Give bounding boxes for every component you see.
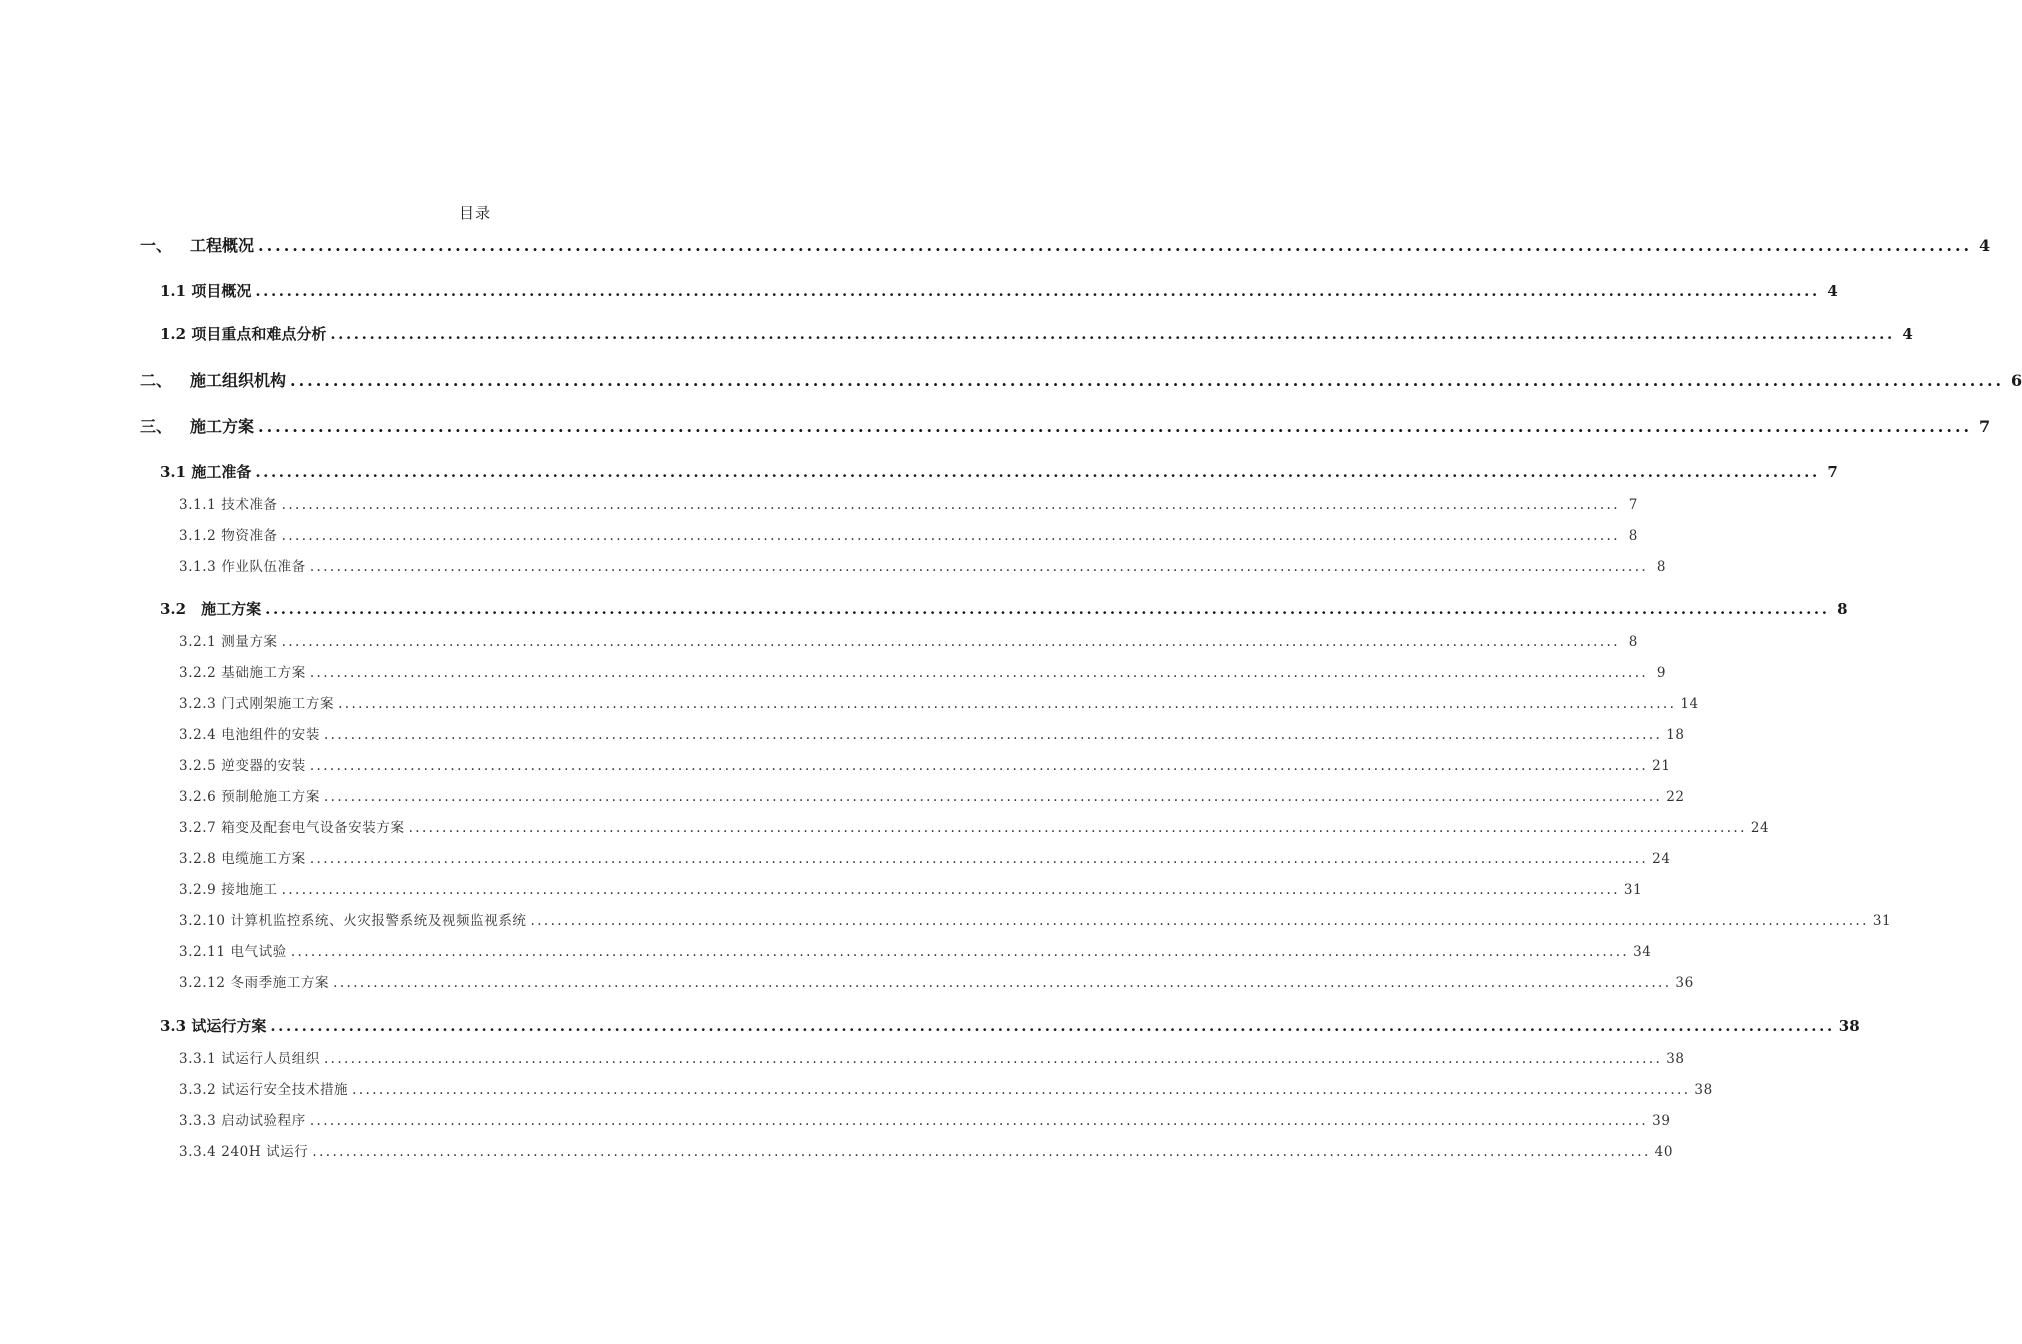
toc-leader-dots: ........................................................................................................................................................................................................ <box>323 1051 1663 1067</box>
toc-entry[interactable] <box>179 1051 1685 1067</box>
toc-page-number: 4 <box>1978 236 1991 255</box>
toc-leader-dots: ........................................................................................................................................................................................................ <box>270 1017 1835 1035</box>
toc-entry[interactable] <box>179 634 1638 650</box>
toc-entry-text: 作业队伍准备 <box>221 559 306 575</box>
toc-leader-dots: ........................................................................................................................................................................................................ <box>408 820 1747 836</box>
toc-entry[interactable] <box>179 696 1699 712</box>
toc-entry-number: 3.2.2 <box>179 665 222 681</box>
toc-entry-number: 3.1 <box>160 463 192 481</box>
toc-leader-dots: ........................................................................................................................................................................................................ <box>290 371 2005 390</box>
toc-entry-number: 3.2.8 <box>179 851 222 867</box>
toc-entry-label <box>179 975 329 991</box>
toc-entry-text: 项目重点和难点分析 <box>191 325 327 343</box>
toc-page-number: 38 <box>1666 1051 1685 1067</box>
toc-entry-label <box>179 882 278 898</box>
toc-entry-number: 3.2.11 <box>179 944 231 960</box>
toc-page-number: 21 <box>1652 758 1671 774</box>
toc-page-number: 38 <box>1838 1017 1860 1035</box>
toc-entry-number: 一、 <box>140 236 173 255</box>
toc-entry-text: 施工方案 <box>190 417 255 436</box>
toc-entry-number: 3.2.7 <box>179 820 222 836</box>
toc-entry-text: 项目概况 <box>191 282 252 300</box>
toc-entry-label <box>179 559 306 575</box>
toc-page-number: 8 <box>1628 528 1638 544</box>
toc-entry-text: 门式刚架施工方案 <box>221 696 335 712</box>
toc-entry-label <box>179 665 306 681</box>
toc-entry-number: 3.2.6 <box>179 789 222 805</box>
toc-leader-dots: ........................................................................................................................................................................................................ <box>312 1144 1651 1160</box>
toc-entry[interactable] <box>179 1113 1671 1129</box>
toc-page-number: 7 <box>1628 497 1638 513</box>
toc-page-number: 4 <box>1902 325 1913 343</box>
toc-entry-text: 电缆施工方案 <box>221 851 306 867</box>
toc-entry-label <box>179 497 278 513</box>
toc-leader-dots: ........................................................................................................................................................................................................ <box>258 417 1973 436</box>
toc-leader-dots: ........................................................................................................................................................................................................ <box>323 789 1663 805</box>
toc-entry[interactable] <box>140 417 1991 436</box>
toc-entry-text: 逆变器的安装 <box>221 758 306 774</box>
toc-entry-label <box>179 1082 348 1098</box>
toc-entry[interactable] <box>160 1017 1860 1035</box>
toc-leader-dots: ........................................................................................................................................................................................................ <box>530 913 1869 929</box>
toc-page-number: 7 <box>1978 417 1991 436</box>
toc-entry[interactable] <box>160 463 1838 481</box>
toc-leader-dots: ........................................................................................................................................................................................................ <box>281 882 1620 898</box>
toc-page-number: 8 <box>1837 600 1848 618</box>
toc-entry[interactable] <box>160 325 1913 343</box>
toc-page-number: 7 <box>1827 463 1838 481</box>
toc-entry-number: 3.3.1 <box>179 1051 222 1067</box>
toc-entry[interactable] <box>179 665 1667 681</box>
toc-entry[interactable] <box>179 528 1638 544</box>
toc-entry-number: 3.2.5 <box>179 758 222 774</box>
toc-entry-number: 3.3 <box>160 1017 192 1035</box>
toc-entry-label <box>160 600 261 618</box>
toc-leader-dots: ........................................................................................................................................................................................................ <box>309 665 1649 681</box>
toc-entry[interactable] <box>179 1144 1674 1160</box>
toc-entry-number: 二、 <box>140 371 173 390</box>
toc-entry-label <box>179 944 287 960</box>
toc-entry-text: 启动试验程序 <box>221 1113 306 1129</box>
toc-entry-label <box>140 417 254 436</box>
toc-entry-number: 3.2 <box>160 600 202 618</box>
toc-entry-text: 技术准备 <box>221 497 278 513</box>
toc-entry-label <box>179 1113 306 1129</box>
toc-entry[interactable] <box>140 371 2022 390</box>
toc-entry-number: 3.1.1 <box>179 497 222 513</box>
toc-leader-dots: ........................................................................................................................................................................................................ <box>338 696 1677 712</box>
toc-entry[interactable] <box>179 1082 1713 1098</box>
toc-page-number: 31 <box>1623 882 1643 898</box>
toc-leader-dots: ........................................................................................................................................................................................................ <box>258 236 1973 255</box>
toc-entry-number: 3.1.3 <box>179 559 222 575</box>
toc-entry-label <box>179 789 320 805</box>
toc-entry[interactable] <box>179 975 1694 991</box>
toc-entry-label <box>179 696 334 712</box>
toc-leader-dots: ........................................................................................................................................................................................................ <box>281 528 1620 544</box>
toc-leader-dots: ........................................................................................................................................................................................................ <box>281 634 1620 650</box>
toc-entry[interactable] <box>179 727 1685 743</box>
toc-leader-dots: ........................................................................................................................................................................................................ <box>309 559 1649 575</box>
toc-entry-label <box>160 463 251 481</box>
toc-leader-dots: ........................................................................................................................................................................................................ <box>309 758 1649 774</box>
toc-entry[interactable] <box>179 559 1667 575</box>
toc-entry-text: 施工方案 <box>201 600 262 618</box>
toc-page-number: 14 <box>1680 696 1699 712</box>
toc-entry-text: 试运行人员组织 <box>221 1051 320 1067</box>
toc-entry-number: 3.2.10 <box>179 913 231 929</box>
toc-leader-dots: ........................................................................................................................................................................................................ <box>290 944 1630 960</box>
toc-entry[interactable] <box>160 282 1838 300</box>
toc-entry[interactable] <box>179 913 1892 929</box>
toc-entry-text: 预制舱施工方案 <box>221 789 320 805</box>
toc-page-number: 36 <box>1675 975 1694 991</box>
toc-entry-text: 试运行方案 <box>191 1017 267 1035</box>
toc-entry-number: 3.2.3 <box>179 696 222 712</box>
toc-entry-label <box>140 236 254 255</box>
toc-page-number: 24 <box>1652 851 1671 867</box>
toc-entry[interactable] <box>179 944 1652 960</box>
toc-entry-text: 工程概况 <box>190 236 255 255</box>
toc-entry-number: 1.1 <box>160 282 192 300</box>
toc-entry-number: 3.2.9 <box>179 882 222 898</box>
toc-entry-text: 施工准备 <box>191 463 252 481</box>
toc-entry[interactable] <box>160 600 1848 618</box>
toc-leader-dots: ........................................................................................................................................................................................................ <box>352 1082 1691 1098</box>
toc-entry-label <box>179 634 278 650</box>
toc-entry[interactable] <box>179 758 1671 774</box>
toc-entry-label <box>160 282 251 300</box>
toc-page-number: 34 <box>1633 944 1652 960</box>
toc-entry-number: 3.3.2 <box>179 1082 222 1098</box>
toc-page-number: 40 <box>1654 1144 1674 1160</box>
toc-page-number: 38 <box>1694 1082 1713 1098</box>
toc-leader-dots: ........................................................................................................................................................................................................ <box>281 497 1620 513</box>
toc-entry[interactable] <box>140 236 1991 255</box>
toc-leader-dots: ........................................................................................................................................................................................................ <box>330 325 1895 343</box>
toc-entry-text: 计算机监控系统、火灾报警系统及视频监视系统 <box>230 913 527 929</box>
toc-page-number: 6 <box>2010 371 2022 390</box>
toc-entry-label <box>160 1017 266 1035</box>
toc-entry-text: 电池组件的安装 <box>221 727 320 743</box>
toc-page-number: 39 <box>1652 1113 1671 1129</box>
toc-entry[interactable] <box>179 882 1643 898</box>
toc-leader-dots: ........................................................................................................................................................................................................ <box>333 975 1672 991</box>
toc-entry-number: 3.3.3 <box>179 1113 222 1129</box>
toc-page-number: 31 <box>1872 913 1892 929</box>
toc-entry-number: 3.2.12 <box>179 975 231 991</box>
toc-leader-dots: ........................................................................................................................................................................................................ <box>323 727 1663 743</box>
toc-entry-text: 物资准备 <box>221 528 278 544</box>
toc-leader-dots: ........................................................................................................................................................................................................ <box>265 600 1830 618</box>
toc-entry-label <box>179 820 405 836</box>
toc-leader-dots: ........................................................................................................................................................................................................ <box>255 282 1820 300</box>
toc-entry-label <box>179 851 306 867</box>
toc-entry-number: 3.1.2 <box>179 528 222 544</box>
toc-entry-label <box>179 528 278 544</box>
toc-leader-dots: ........................................................................................................................................................................................................ <box>309 851 1649 867</box>
toc-leader-dots: ........................................................................................................................................................................................................ <box>309 1113 1649 1129</box>
toc-page-number: 22 <box>1666 789 1685 805</box>
toc-page-number: 8 <box>1656 559 1667 575</box>
toc-entry-label <box>179 913 527 929</box>
toc-entry-number: 三、 <box>140 417 173 436</box>
toc-entry-number: 1.2 <box>160 325 192 343</box>
toc-page-number: 4 <box>1827 282 1838 300</box>
toc-entry-number: 3.2.4 <box>179 727 222 743</box>
toc-entry-number: 3.2.1 <box>179 634 222 650</box>
toc-entry-text: 施工组织机构 <box>190 371 287 390</box>
toc-entry-label <box>179 1144 308 1160</box>
toc-entry-text: 冬雨季施工方案 <box>230 975 330 991</box>
toc-entry-label <box>160 325 326 343</box>
toc-entry[interactable] <box>179 789 1685 805</box>
toc-page-number: 9 <box>1656 665 1667 681</box>
toc-entry-text: 电气试验 <box>230 944 287 960</box>
toc-entry-label <box>179 758 306 774</box>
toc-entry-number: 3.3.4 <box>179 1144 222 1160</box>
toc-entry-text: 接地施工 <box>221 882 278 898</box>
toc-entry-text: 240H 试运行 <box>221 1144 309 1160</box>
toc-page-number: 8 <box>1628 634 1638 650</box>
toc-entry-text: 箱变及配套电气设备安装方案 <box>221 820 405 836</box>
toc-entry-text: 测量方案 <box>221 634 278 650</box>
toc-page-number: 24 <box>1750 820 1770 836</box>
toc-leader-dots: ........................................................................................................................................................................................................ <box>255 463 1820 481</box>
toc-page-number: 18 <box>1666 727 1685 743</box>
toc-title: 目录 <box>458 204 491 222</box>
toc-entry-label <box>179 1051 320 1067</box>
toc-entry-label <box>140 371 286 390</box>
toc-entry-text: 基础施工方案 <box>221 665 306 681</box>
toc-entry[interactable] <box>179 820 1770 836</box>
toc-entry[interactable] <box>179 497 1638 513</box>
toc-entry-text: 试运行安全技术措施 <box>221 1082 349 1098</box>
toc-entry[interactable] <box>179 851 1671 867</box>
toc-entry-label <box>179 727 320 743</box>
